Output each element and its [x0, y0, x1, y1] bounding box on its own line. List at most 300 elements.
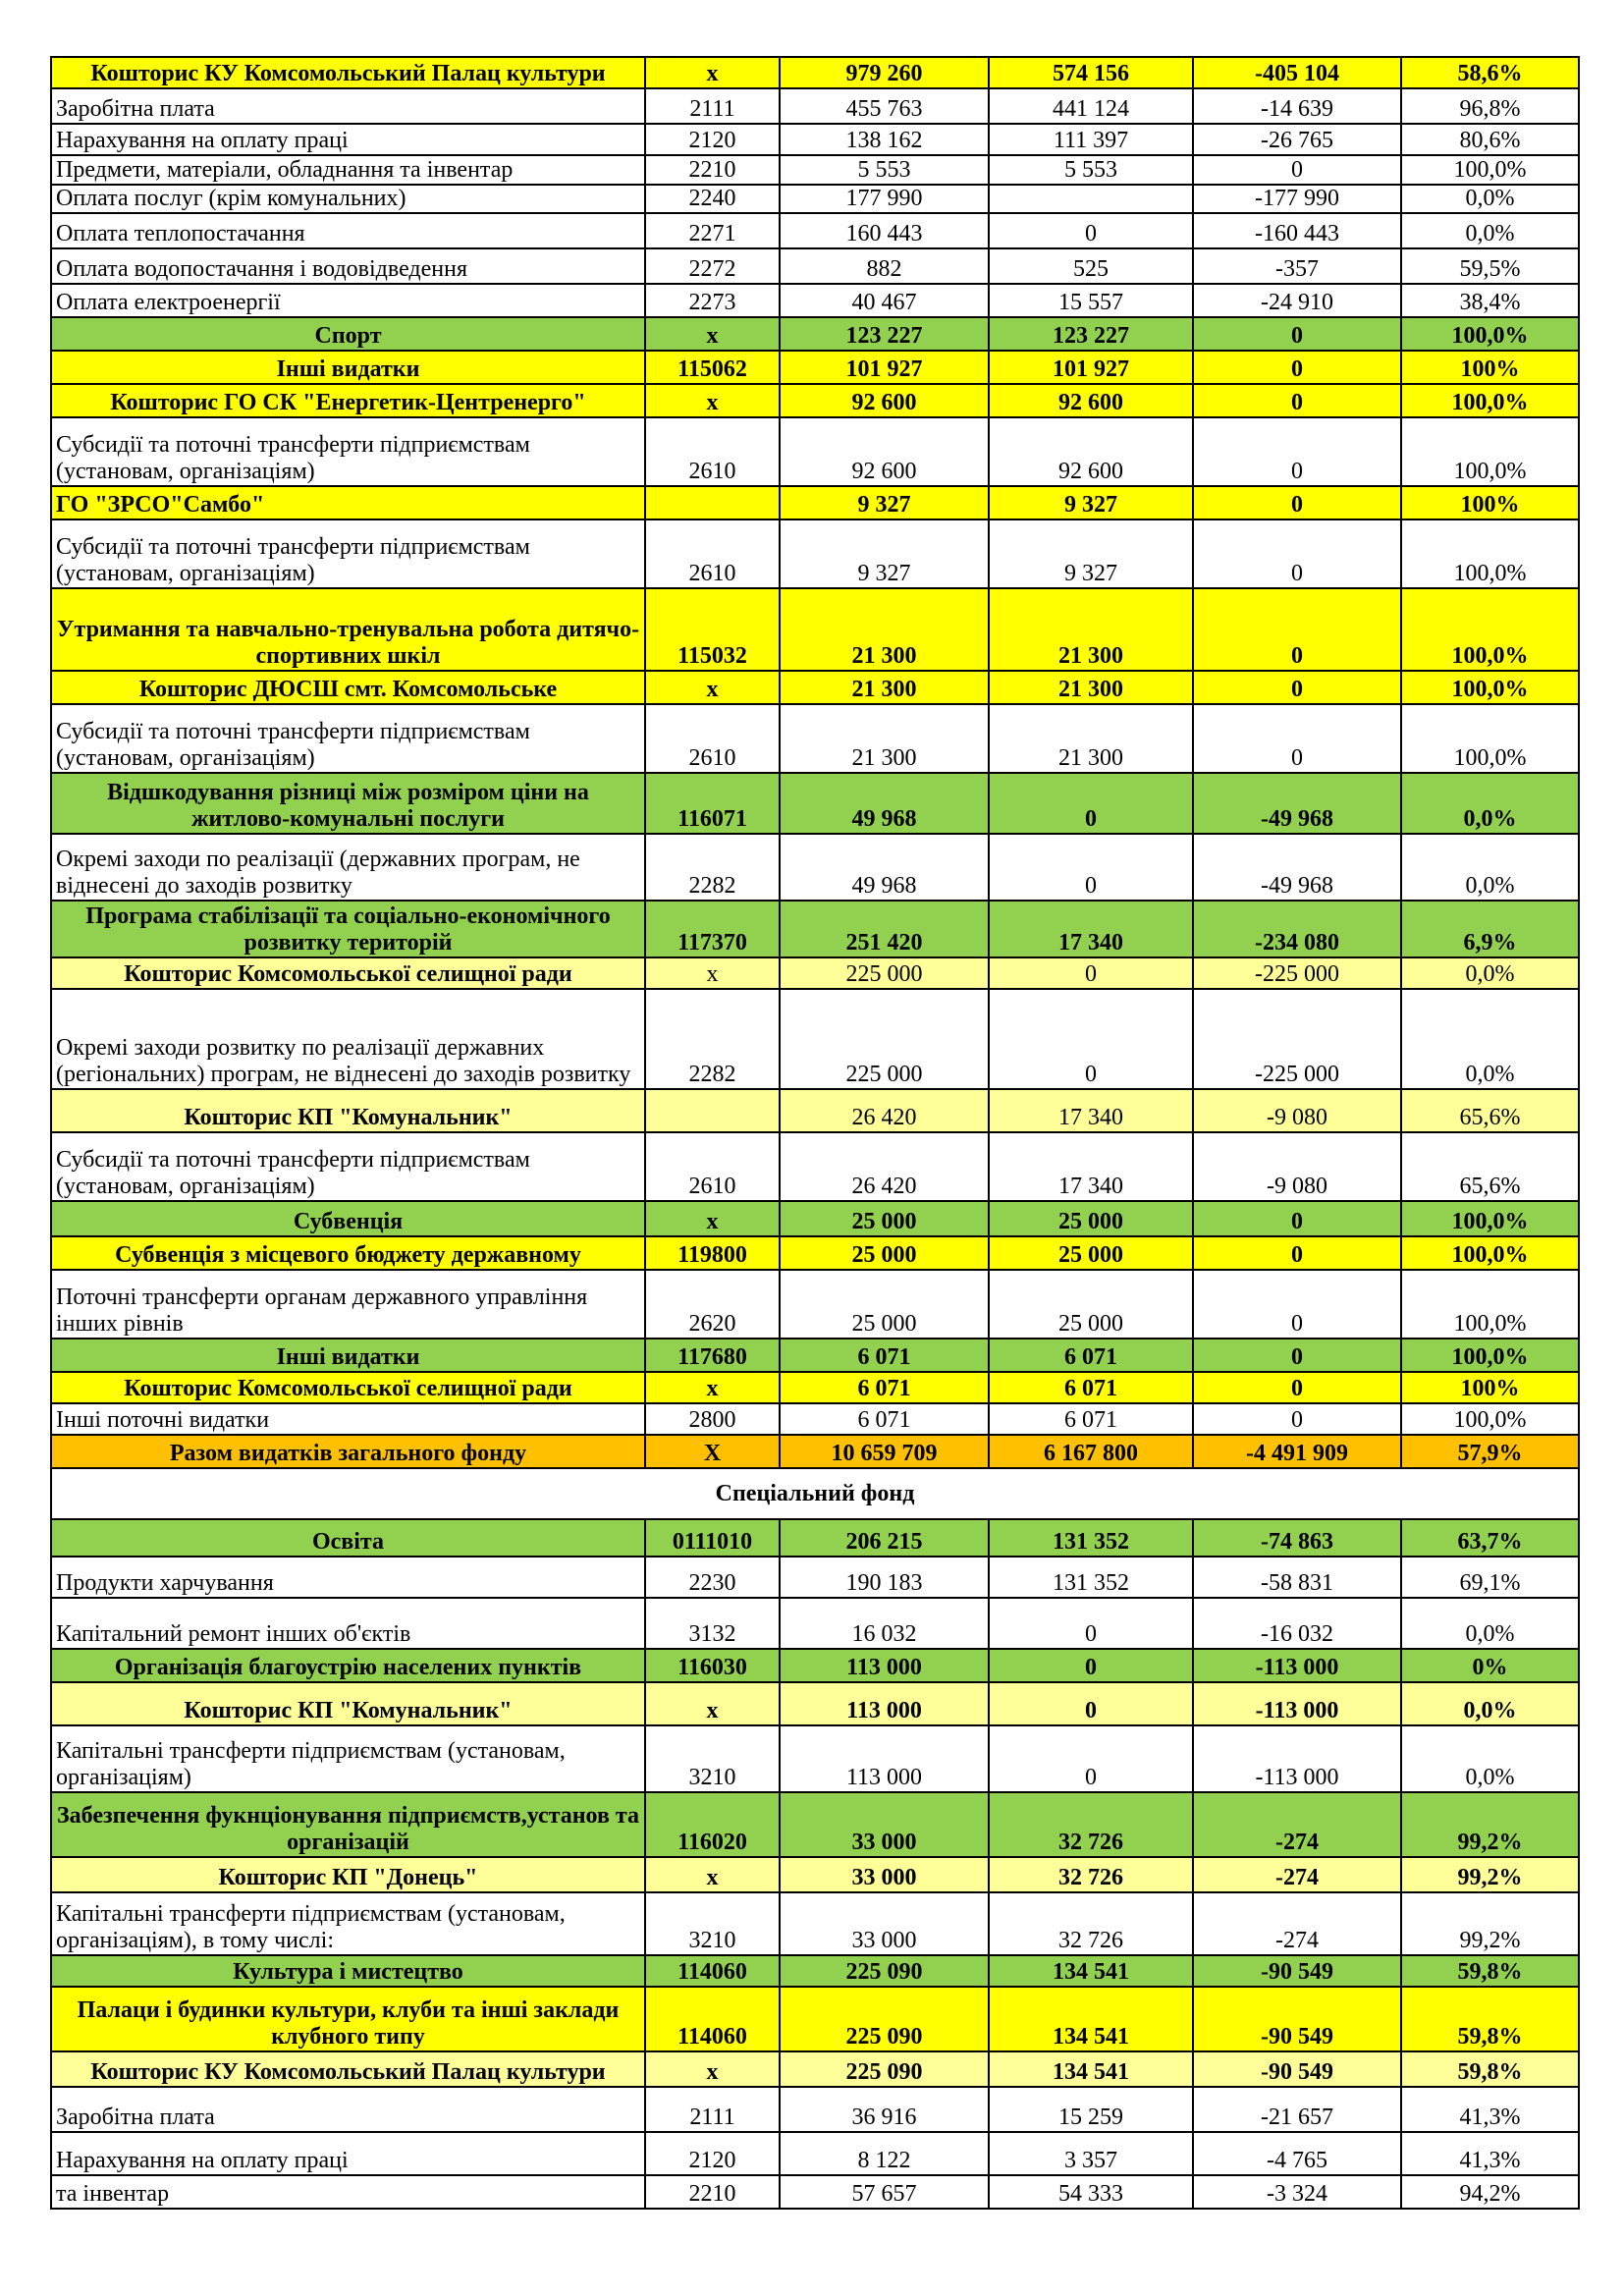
- row-name-cell: Кошторис КП "Донець": [51, 1857, 645, 1892]
- row-percent-cell: 96,8%: [1401, 88, 1579, 124]
- row-code-cell: х: [645, 1682, 780, 1725]
- row-plan-cell: 113 000: [780, 1649, 989, 1682]
- row-diff-cell: -4 491 909: [1193, 1435, 1401, 1468]
- row-code-cell: 116030: [645, 1649, 780, 1682]
- row-diff-cell: -9 080: [1193, 1132, 1401, 1201]
- row-percent-cell: 99,2%: [1401, 1857, 1579, 1892]
- row-code-cell: х: [645, 57, 780, 88]
- row-name-cell: Субвенція: [51, 1201, 645, 1236]
- table-row: [51, 1649, 1579, 1682]
- row-code-cell: х: [645, 1372, 780, 1403]
- row-fact-cell: 525: [989, 248, 1193, 284]
- row-diff-cell: -90 549: [1193, 1955, 1401, 1987]
- row-plan-cell: 123 227: [780, 317, 989, 351]
- row-code-cell: 115032: [645, 588, 780, 671]
- row-name-cell: Капітальний ремонт інших об'єктів: [51, 1598, 645, 1649]
- row-percent-cell: 100,0%: [1401, 704, 1579, 773]
- row-fact-cell: 32 726: [989, 1892, 1193, 1955]
- row-percent-cell: 100,0%: [1401, 417, 1579, 486]
- row-plan-cell: 21 300: [780, 671, 989, 704]
- table-row: [51, 248, 1579, 284]
- row-code-cell: 2272: [645, 248, 780, 284]
- row-fact-cell: 0: [989, 1649, 1193, 1682]
- table-row: [51, 2051, 1579, 2087]
- row-plan-cell: 225 000: [780, 957, 989, 989]
- row-fact-cell: 0: [989, 1598, 1193, 1649]
- row-code-cell: 2610: [645, 704, 780, 773]
- row-plan-cell: 6 071: [780, 1403, 989, 1435]
- row-percent-cell: 100,0%: [1401, 519, 1579, 588]
- row-diff-cell: 0: [1193, 1236, 1401, 1270]
- row-percent-cell: 100,0%: [1401, 384, 1579, 417]
- row-plan-cell: 9 327: [780, 486, 989, 519]
- row-fact-cell: 0: [989, 1725, 1193, 1792]
- row-plan-cell: 21 300: [780, 704, 989, 773]
- row-fact-cell: 134 541: [989, 1955, 1193, 1987]
- row-code-cell: 3210: [645, 1725, 780, 1792]
- table-row: [51, 901, 1579, 957]
- row-fact-cell: [989, 185, 1193, 213]
- row-code-cell: 2273: [645, 284, 780, 317]
- row-plan-cell: 25 000: [780, 1201, 989, 1236]
- row-fact-cell: 134 541: [989, 2051, 1193, 2087]
- row-code-cell: 0111010: [645, 1519, 780, 1557]
- row-fact-cell: 54 333: [989, 2175, 1193, 2209]
- row-name-cell: Кошторис Комсомольської селищної ради: [51, 1372, 645, 1403]
- row-fact-cell: 21 300: [989, 588, 1193, 671]
- row-code-cell: 2282: [645, 834, 780, 901]
- row-diff-cell: 0: [1193, 704, 1401, 773]
- row-code-cell: 115062: [645, 351, 780, 384]
- section-title: Спеціальний фонд: [51, 1468, 1579, 1519]
- row-name-cell: Субсидії та поточні трансферти підприємствам (установам, організаціям): [51, 704, 645, 773]
- row-name-cell: Разом видатків загального фонду: [51, 1435, 645, 1468]
- row-percent-cell: 100,0%: [1401, 671, 1579, 704]
- table-row: [51, 1089, 1579, 1132]
- table-row: [51, 88, 1579, 124]
- table-row: [51, 57, 1579, 88]
- row-percent-cell: 80,6%: [1401, 124, 1579, 155]
- row-plan-cell: 40 467: [780, 284, 989, 317]
- row-plan-cell: 979 260: [780, 57, 989, 88]
- table-row: [51, 773, 1579, 834]
- row-percent-cell: 59,8%: [1401, 1987, 1579, 2051]
- row-diff-cell: -405 104: [1193, 57, 1401, 88]
- row-diff-cell: 0: [1193, 519, 1401, 588]
- row-percent-cell: 100%: [1401, 486, 1579, 519]
- row-percent-cell: 0,0%: [1401, 1598, 1579, 1649]
- row-diff-cell: 0: [1193, 486, 1401, 519]
- row-name-cell: Оплата водопостачання і водовідведення: [51, 248, 645, 284]
- row-code-cell: х: [645, 671, 780, 704]
- table-row: [51, 1339, 1579, 1372]
- row-name-cell: ГО "ЗРСО"Самбо": [51, 486, 645, 519]
- row-diff-cell: 0: [1193, 1339, 1401, 1372]
- row-diff-cell: 0: [1193, 1201, 1401, 1236]
- table-row: [51, 1857, 1579, 1892]
- row-fact-cell: 131 352: [989, 1519, 1193, 1557]
- row-name-cell: Поточні трансферти органам державного управління інших рівнів: [51, 1270, 645, 1339]
- row-plan-cell: 113 000: [780, 1682, 989, 1725]
- row-fact-cell: 21 300: [989, 671, 1193, 704]
- row-percent-cell: 59,8%: [1401, 1955, 1579, 1987]
- row-fact-cell: 15 259: [989, 2087, 1193, 2132]
- row-diff-cell: 0: [1193, 417, 1401, 486]
- row-diff-cell: 0: [1193, 1270, 1401, 1339]
- row-name-cell: Культура і мистецтво: [51, 1955, 645, 1987]
- row-diff-cell: -24 910: [1193, 284, 1401, 317]
- row-code-cell: 2800: [645, 1403, 780, 1435]
- row-diff-cell: -90 549: [1193, 2051, 1401, 2087]
- row-percent-cell: 0%: [1401, 1649, 1579, 1682]
- row-percent-cell: 100,0%: [1401, 1403, 1579, 1435]
- row-percent-cell: 59,5%: [1401, 248, 1579, 284]
- row-diff-cell: 0: [1193, 155, 1401, 185]
- row-diff-cell: -113 000: [1193, 1649, 1401, 1682]
- row-code-cell: 117680: [645, 1339, 780, 1372]
- row-code-cell: Х: [645, 1435, 780, 1468]
- table-row: [51, 834, 1579, 901]
- table-row: [51, 284, 1579, 317]
- row-name-cell: Відшкодування різниці між розміром ціни на житлово-комунальні послуги: [51, 773, 645, 834]
- row-code-cell: [645, 1089, 780, 1132]
- row-plan-cell: 206 215: [780, 1519, 989, 1557]
- row-plan-cell: 225 090: [780, 2051, 989, 2087]
- row-name-cell: Оплата електроенергії: [51, 284, 645, 317]
- row-code-cell: 2610: [645, 1132, 780, 1201]
- row-plan-cell: 8 122: [780, 2132, 989, 2175]
- table-row: [51, 1403, 1579, 1435]
- row-name-cell: Кошторис КУ Комсомольський Палац культури: [51, 57, 645, 88]
- row-diff-cell: 0: [1193, 351, 1401, 384]
- row-plan-cell: 177 990: [780, 185, 989, 213]
- row-name-cell: Субсидії та поточні трансферти підприємствам (установам, організаціям): [51, 417, 645, 486]
- row-fact-cell: 131 352: [989, 1557, 1193, 1598]
- row-fact-cell: 134 541: [989, 1987, 1193, 2051]
- table-row: [51, 1987, 1579, 2051]
- table-row: [51, 1557, 1579, 1598]
- row-diff-cell: -21 657: [1193, 2087, 1401, 2132]
- row-percent-cell: 69,1%: [1401, 1557, 1579, 1598]
- table-row: [51, 519, 1579, 588]
- row-name-cell: Оплата теплопостачання: [51, 213, 645, 248]
- table-row: [51, 317, 1579, 351]
- row-plan-cell: 6 071: [780, 1372, 989, 1403]
- row-plan-cell: 33 000: [780, 1792, 989, 1857]
- row-plan-cell: 225 090: [780, 1955, 989, 1987]
- row-fact-cell: 6 071: [989, 1403, 1193, 1435]
- row-name-cell: Кошторис КП "Комунальник": [51, 1682, 645, 1725]
- row-code-cell: 2610: [645, 417, 780, 486]
- row-plan-cell: 57 657: [780, 2175, 989, 2209]
- row-diff-cell: -274: [1193, 1792, 1401, 1857]
- row-diff-cell: -58 831: [1193, 1557, 1401, 1598]
- table-row: [51, 417, 1579, 486]
- row-name-cell: Інші видатки: [51, 1339, 645, 1372]
- row-plan-cell: 21 300: [780, 588, 989, 671]
- row-name-cell: Нарахування на оплату праці: [51, 2132, 645, 2175]
- row-code-cell: 2120: [645, 2132, 780, 2175]
- row-diff-cell: -3 324: [1193, 2175, 1401, 2209]
- row-code-cell: 2282: [645, 989, 780, 1089]
- row-diff-cell: -49 968: [1193, 834, 1401, 901]
- budget-table: [50, 56, 1580, 2210]
- row-fact-cell: 0: [989, 834, 1193, 901]
- row-fact-cell: 17 340: [989, 1089, 1193, 1132]
- table-row: [51, 124, 1579, 155]
- row-plan-cell: 33 000: [780, 1892, 989, 1955]
- row-diff-cell: -234 080: [1193, 901, 1401, 957]
- row-plan-cell: 92 600: [780, 384, 989, 417]
- row-name-cell: Субвенція з місцевого бюджету державному: [51, 1236, 645, 1270]
- table-row: [51, 384, 1579, 417]
- row-plan-cell: 101 927: [780, 351, 989, 384]
- table-row: [51, 671, 1579, 704]
- table-row: [51, 213, 1579, 248]
- row-code-cell: 117370: [645, 901, 780, 957]
- row-diff-cell: 0: [1193, 1403, 1401, 1435]
- row-percent-cell: 100,0%: [1401, 1339, 1579, 1372]
- row-code-cell: х: [645, 384, 780, 417]
- row-fact-cell: 92 600: [989, 384, 1193, 417]
- row-name-cell: Окремі заходи по реалізації (державних програм, не віднесені до заходів розвитку: [51, 834, 645, 901]
- row-code-cell: 116020: [645, 1792, 780, 1857]
- row-name-cell: Окремі заходи розвитку по реалізації державних (регіональних) програм, не віднесені до заходів розвитку: [51, 989, 645, 1089]
- row-percent-cell: 41,3%: [1401, 2087, 1579, 2132]
- row-percent-cell: 0,0%: [1401, 185, 1579, 213]
- row-code-cell: 2120: [645, 124, 780, 155]
- row-code-cell: х: [645, 1201, 780, 1236]
- table-row: [51, 185, 1579, 213]
- row-name-cell: Нарахування на оплату праці: [51, 124, 645, 155]
- row-diff-cell: 0: [1193, 384, 1401, 417]
- row-percent-cell: 100,0%: [1401, 317, 1579, 351]
- row-fact-cell: 25 000: [989, 1201, 1193, 1236]
- table-row: [51, 1955, 1579, 1987]
- row-plan-cell: 36 916: [780, 2087, 989, 2132]
- table-row: [51, 1792, 1579, 1857]
- row-fact-cell: 5 553: [989, 155, 1193, 185]
- table-row: [51, 2132, 1579, 2175]
- row-code-cell: 114060: [645, 1955, 780, 1987]
- row-fact-cell: 9 327: [989, 486, 1193, 519]
- row-plan-cell: 455 763: [780, 88, 989, 124]
- row-percent-cell: 100,0%: [1401, 588, 1579, 671]
- row-plan-cell: 49 968: [780, 773, 989, 834]
- row-plan-cell: 190 183: [780, 1557, 989, 1598]
- row-plan-cell: 113 000: [780, 1725, 989, 1792]
- row-fact-cell: 9 327: [989, 519, 1193, 588]
- table-row: [51, 1519, 1579, 1557]
- row-plan-cell: 10 659 709: [780, 1435, 989, 1468]
- row-fact-cell: 17 340: [989, 1132, 1193, 1201]
- row-fact-cell: 441 124: [989, 88, 1193, 124]
- row-percent-cell: 0,0%: [1401, 773, 1579, 834]
- row-percent-cell: 100%: [1401, 351, 1579, 384]
- row-percent-cell: 0,0%: [1401, 834, 1579, 901]
- row-diff-cell: -113 000: [1193, 1725, 1401, 1792]
- row-plan-cell: 25 000: [780, 1236, 989, 1270]
- row-percent-cell: 0,0%: [1401, 989, 1579, 1089]
- row-name-cell: Палаци і будинки культури, клуби та інші заклади клубного типу: [51, 1987, 645, 2051]
- row-diff-cell: 0: [1193, 588, 1401, 671]
- row-code-cell: [645, 486, 780, 519]
- table-row: [51, 1682, 1579, 1725]
- table-row: [51, 155, 1579, 185]
- row-percent-cell: 0,0%: [1401, 957, 1579, 989]
- row-code-cell: 3132: [645, 1598, 780, 1649]
- row-fact-cell: 6 167 800: [989, 1435, 1193, 1468]
- row-name-cell: Кошторис ГО СК "Енергетик-Центренерго": [51, 384, 645, 417]
- row-plan-cell: 882: [780, 248, 989, 284]
- row-name-cell: Організація благоустрію населених пунктів: [51, 1649, 645, 1682]
- row-percent-cell: 100,0%: [1401, 1236, 1579, 1270]
- row-fact-cell: 574 156: [989, 57, 1193, 88]
- row-code-cell: 119800: [645, 1236, 780, 1270]
- row-diff-cell: -74 863: [1193, 1519, 1401, 1557]
- table-row: [51, 2087, 1579, 2132]
- table-row: [51, 1435, 1579, 1468]
- row-diff-cell: -357: [1193, 248, 1401, 284]
- row-plan-cell: 26 420: [780, 1089, 989, 1132]
- row-fact-cell: 15 557: [989, 284, 1193, 317]
- section-header-row: [51, 1468, 1579, 1519]
- table-row: [51, 1132, 1579, 1201]
- row-name-cell: Утримання та навчально-тренувальна робота дитячо-спортивних шкіл: [51, 588, 645, 671]
- row-diff-cell: -113 000: [1193, 1682, 1401, 1725]
- row-diff-cell: -49 968: [1193, 773, 1401, 834]
- row-name-cell: Заробітна плата: [51, 2087, 645, 2132]
- row-percent-cell: 100%: [1401, 1372, 1579, 1403]
- row-percent-cell: 65,6%: [1401, 1132, 1579, 1201]
- row-fact-cell: 32 726: [989, 1857, 1193, 1892]
- row-code-cell: 2210: [645, 155, 780, 185]
- table-row: [51, 1598, 1579, 1649]
- row-fact-cell: 0: [989, 213, 1193, 248]
- row-diff-cell: -225 000: [1193, 957, 1401, 989]
- row-plan-cell: 138 162: [780, 124, 989, 155]
- row-name-cell: Забезпечення фукнціонування підприємств,установ та організацій: [51, 1792, 645, 1857]
- row-diff-cell: -274: [1193, 1892, 1401, 1955]
- row-name-cell: Капітальні трансферти підприємствам (установам, організаціям), в тому числі:: [51, 1892, 645, 1955]
- row-code-cell: 2610: [645, 519, 780, 588]
- row-percent-cell: 0,0%: [1401, 213, 1579, 248]
- row-name-cell: Продукти харчування: [51, 1557, 645, 1598]
- row-code-cell: х: [645, 1857, 780, 1892]
- row-plan-cell: 225 090: [780, 1987, 989, 2051]
- row-percent-cell: 41,3%: [1401, 2132, 1579, 2175]
- row-fact-cell: 21 300: [989, 704, 1193, 773]
- row-name-cell: Спорт: [51, 317, 645, 351]
- table-row: [51, 957, 1579, 989]
- table-row: [51, 1236, 1579, 1270]
- row-fact-cell: 25 000: [989, 1236, 1193, 1270]
- row-percent-cell: 99,2%: [1401, 1892, 1579, 1955]
- row-diff-cell: 0: [1193, 671, 1401, 704]
- row-fact-cell: 101 927: [989, 351, 1193, 384]
- row-percent-cell: 0,0%: [1401, 1725, 1579, 1792]
- row-name-cell: Інші видатки: [51, 351, 645, 384]
- row-fact-cell: 111 397: [989, 124, 1193, 155]
- row-fact-cell: 0: [989, 773, 1193, 834]
- table-row: [51, 1892, 1579, 1955]
- row-code-cell: 2230: [645, 1557, 780, 1598]
- row-fact-cell: 6 071: [989, 1339, 1193, 1372]
- row-name-cell: Освіта: [51, 1519, 645, 1557]
- row-percent-cell: 57,9%: [1401, 1435, 1579, 1468]
- row-code-cell: х: [645, 317, 780, 351]
- row-code-cell: 3210: [645, 1892, 780, 1955]
- row-name-cell: Програма стабілізації та соціально-економічного розвитку територій: [51, 901, 645, 957]
- row-diff-cell: -225 000: [1193, 989, 1401, 1089]
- row-code-cell: 2111: [645, 88, 780, 124]
- row-percent-cell: 0,0%: [1401, 1682, 1579, 1725]
- table-row: [51, 989, 1579, 1089]
- row-name-cell: та інвентар: [51, 2175, 645, 2209]
- row-name-cell: Капітальні трансферти підприємствам (установам, організаціям): [51, 1725, 645, 1792]
- row-fact-cell: 6 071: [989, 1372, 1193, 1403]
- row-name-cell: Заробітна плата: [51, 88, 645, 124]
- row-diff-cell: -160 443: [1193, 213, 1401, 248]
- row-diff-cell: 0: [1193, 1372, 1401, 1403]
- row-code-cell: 114060: [645, 1987, 780, 2051]
- table-row: [51, 704, 1579, 773]
- row-plan-cell: 92 600: [780, 417, 989, 486]
- table-row: [51, 1725, 1579, 1792]
- row-plan-cell: 160 443: [780, 213, 989, 248]
- row-fact-cell: 92 600: [989, 417, 1193, 486]
- row-plan-cell: 6 071: [780, 1339, 989, 1372]
- row-diff-cell: 0: [1193, 317, 1401, 351]
- row-percent-cell: 38,4%: [1401, 284, 1579, 317]
- row-plan-cell: 9 327: [780, 519, 989, 588]
- table-row: [51, 1270, 1579, 1339]
- row-diff-cell: -16 032: [1193, 1598, 1401, 1649]
- row-percent-cell: 59,8%: [1401, 2051, 1579, 2087]
- row-diff-cell: -274: [1193, 1857, 1401, 1892]
- row-fact-cell: 0: [989, 1682, 1193, 1725]
- row-percent-cell: 100,0%: [1401, 1270, 1579, 1339]
- table-row: [51, 351, 1579, 384]
- row-name-cell: Предмети, матеріали, обладнання та інвентар: [51, 155, 645, 185]
- row-percent-cell: 94,2%: [1401, 2175, 1579, 2209]
- row-plan-cell: 16 032: [780, 1598, 989, 1649]
- row-code-cell: 2271: [645, 213, 780, 248]
- row-code-cell: 2210: [645, 2175, 780, 2209]
- row-plan-cell: 26 420: [780, 1132, 989, 1201]
- row-name-cell: Оплата послуг (крім комунальних): [51, 185, 645, 213]
- row-percent-cell: 58,6%: [1401, 57, 1579, 88]
- row-name-cell: Кошторис КУ Комсомольський Палац культури: [51, 2051, 645, 2087]
- row-percent-cell: 6,9%: [1401, 901, 1579, 957]
- row-name-cell: Субсидії та поточні трансферти підприємствам (установам, організаціям): [51, 1132, 645, 1201]
- row-fact-cell: 25 000: [989, 1270, 1193, 1339]
- row-diff-cell: -4 765: [1193, 2132, 1401, 2175]
- row-plan-cell: 49 968: [780, 834, 989, 901]
- row-code-cell: 116071: [645, 773, 780, 834]
- row-plan-cell: 5 553: [780, 155, 989, 185]
- row-fact-cell: 123 227: [989, 317, 1193, 351]
- row-percent-cell: 65,6%: [1401, 1089, 1579, 1132]
- row-fact-cell: 17 340: [989, 901, 1193, 957]
- row-plan-cell: 225 000: [780, 989, 989, 1089]
- row-percent-cell: 100,0%: [1401, 1201, 1579, 1236]
- row-code-cell: х: [645, 2051, 780, 2087]
- row-plan-cell: 33 000: [780, 1857, 989, 1892]
- budget-table-body: [51, 57, 1579, 2209]
- row-percent-cell: 100,0%: [1401, 155, 1579, 185]
- row-name-cell: Інші поточні видатки: [51, 1403, 645, 1435]
